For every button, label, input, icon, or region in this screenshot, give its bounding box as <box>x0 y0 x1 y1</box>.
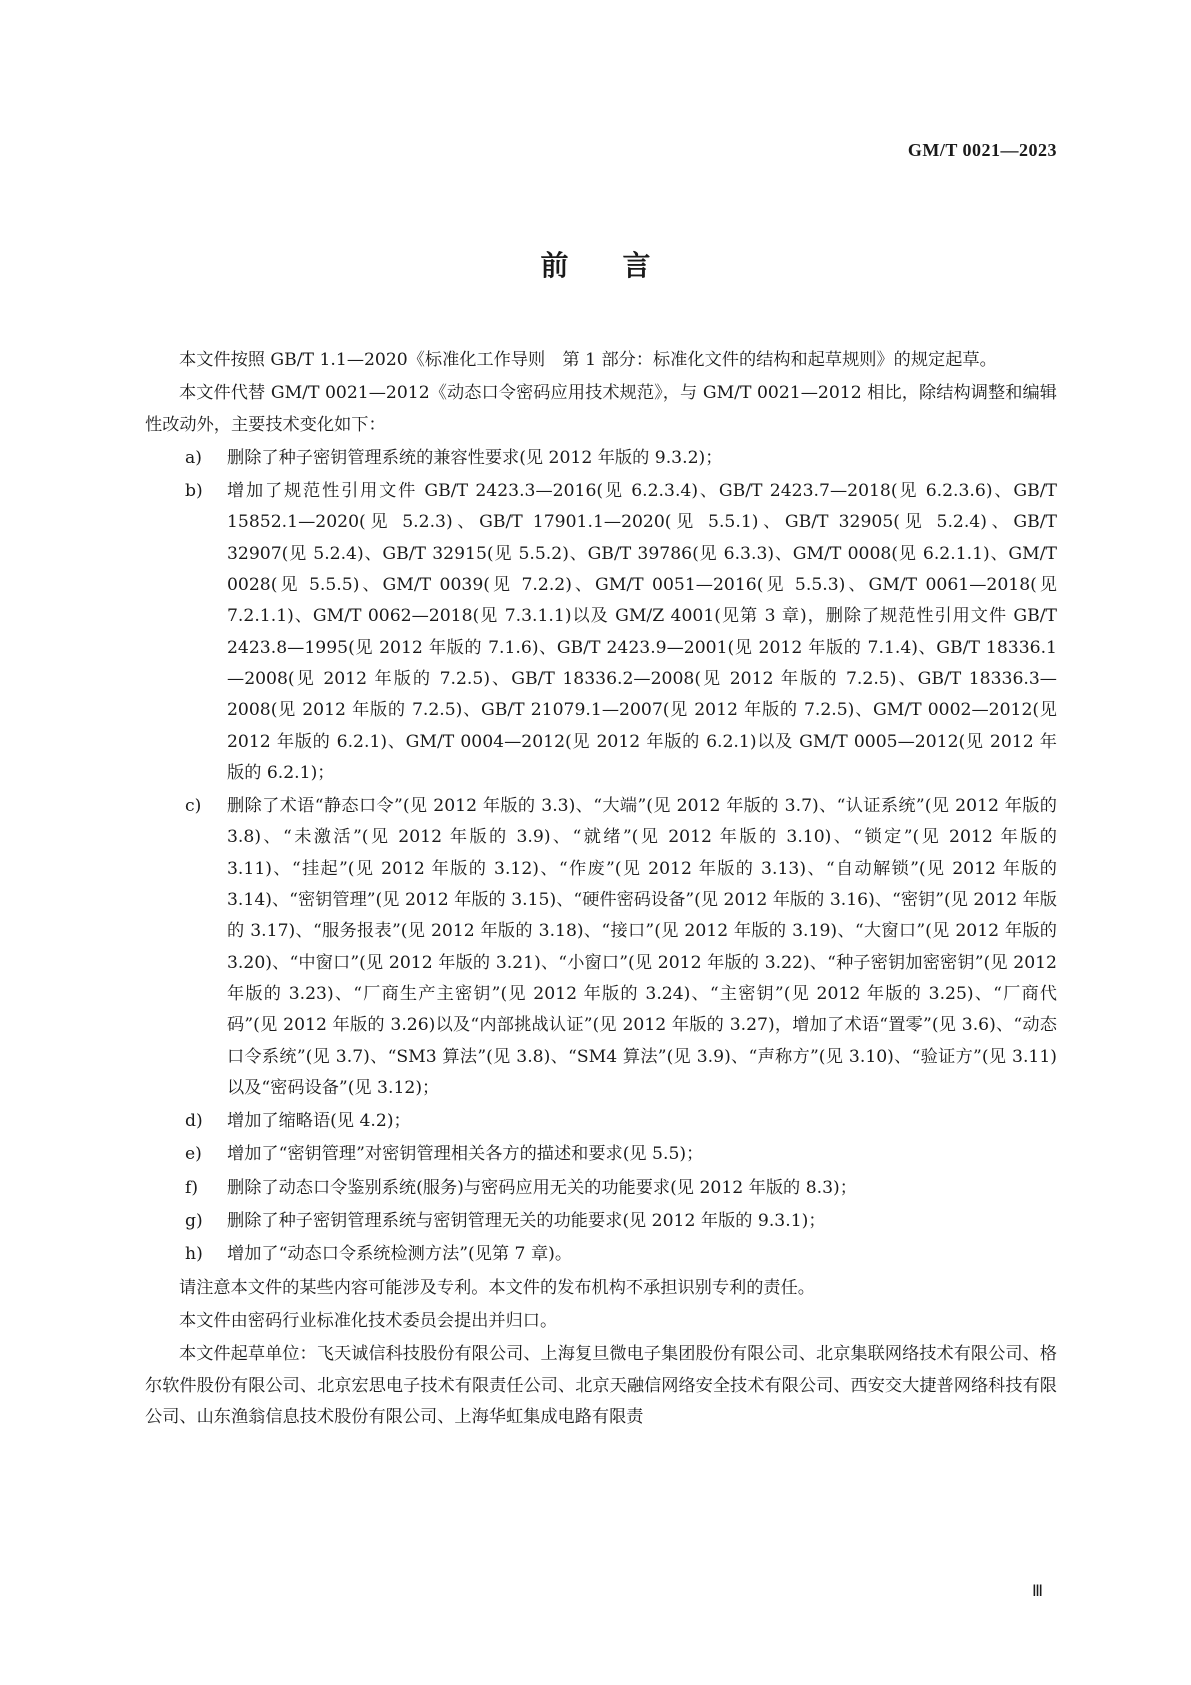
list-marker: b) <box>185 481 203 502</box>
list-item <box>145 1139 1057 1170</box>
list-item-text: 增加了“动态口令系统检测方法”(见第 7 章)。 <box>227 1244 573 1265</box>
changes-list <box>145 443 1057 1271</box>
list-item-text: 增加了“密钥管理”对密钥管理相关各方的描述和要求(见 5.5)； <box>227 1144 704 1165</box>
page-number: Ⅲ <box>1031 1583 1043 1600</box>
list-item <box>145 476 1057 789</box>
replacement-paragraph: 本文件代替 GM/T 0021—2012《动态口令密码应用技术规范》，与 GM/T 0021—2012 相比，除结构调整和编辑性改动外，主要技术变化如下： <box>145 383 1057 435</box>
list-item <box>145 791 1057 1104</box>
list-marker: a) <box>185 447 202 468</box>
standard-code: GM/T 0021—2023 <box>907 140 1057 160</box>
list-item <box>145 443 1057 474</box>
list-item <box>145 1206 1057 1237</box>
document-body <box>145 345 1057 1433</box>
list-marker: h) <box>185 1244 203 1265</box>
list-item-text: 删除了术语“静态口令”(见 2012 年版的 3.3)、“大端”(见 2012 年版的 3.7)、“认证系统”(见 2012 年版的 3.8)、“未激活”(见 2012 年版的 3.9)、“就绪”(见 2012 年版的 3.10)、“锁定”(见 2012 年版的 3.11)、“挂起”(见 2012 年版的 3.12)、“作废”(见 2012 年版的 3.13)、“自动解锁”(见 2012 年版的 3.14)、“密钥管理”(见 2012 年版的 3.15)、“硬件密码设备”(见 2012 年版的 3.16)、“密钥”(见 2012 年版的 3.17)、“服务报表”(见 2012 年版的 3.18)、“接口”(见 2012 年版的 3.19)、“大窗口”(见 2012 年版的 3.20)、“中窗口”(见 2012 年版的 3.21)、“小窗口”(见 2012 年版的 3.22)、“种子密钥加密密钥”(见 2012 年版的 3.23)、“厂商生产主密钥”(见 2012 年版的 3.24)、“主密钥”(见 2012 年版的 3.25)、“厂商代码”(见 2012 年版的 3.26)以及“内部挑战认证”(见 2012 年版的 3.27)，增加了术语“置零”(见 3.6)、“动态口令系统”(见 3.7)、“SM3 算法”(见 3.8)、“SM4 算法”(见 3.9)、“声称方”(见 3.10)、“验证方”(见 3.11)以及“密码设备”(见 3.12)； <box>227 796 1057 1098</box>
list-item <box>145 1106 1057 1137</box>
list-marker: d) <box>185 1111 203 1132</box>
intro-paragraph: 本文件按照 GB/T 1.1—2020《标准化工作导则 第 1 部分：标准化文件的结构和起草规则》的规定起草。 <box>179 350 997 370</box>
list-marker: f) <box>185 1177 199 1198</box>
list-item-text: 删除了种子密钥管理系统与密钥管理无关的功能要求(见 2012 年版的 9.3.1)； <box>227 1211 826 1232</box>
list-item <box>145 1173 1057 1204</box>
patent-notice: 请注意本文件的某些内容可能涉及专利。本文件的发布机构不承担识别专利的责任。 <box>179 1277 815 1298</box>
drafting-units-paragraph: 本文件起草单位：飞天诚信科技股份有限公司、上海复旦微电子集团股份有限公司、北京集联网络技术有限公司、格尔软件股份有限公司、北京宏思电子技术有限责任公司、北京天融信网络安全技术有限公司、西安交大捷普网络科技有限公司、山东渔翁信息技术股份有限公司、上海华虹集成电路有限责 <box>145 1344 1057 1427</box>
list-item-text: 增加了缩略语(见 4.2)； <box>227 1111 411 1132</box>
list-marker: c) <box>185 796 202 817</box>
list-item-text: 删除了种子密钥管理系统的兼容性要求(见 2012 年版的 9.3.2)； <box>227 447 723 468</box>
list-item <box>145 1239 1057 1270</box>
list-item-text: 增加了规范性引用文件 GB/T 2423.3—2016(见 6.2.3.4)、GB/T 2423.7—2018(见 6.2.3.6)、GB/T 15852.1—2020(见 5.2.3)、GB/T 17901.1—2020(见 5.5.1)、GB/T 32905(见 5.2.4)、GB/T 32907(见 5.2.4)、GB/T 32915(见 5.5.2)、GB/T 39786(见 6.3.3)、GM/T 0008(见 6.2.1.1)、GM/T 0028(见 5.5.5)、GM/T 0039(见 7.2.2)、GM/T 0051—2016(见 5.5.3)、GM/T 0061—2018(见 7.2.1.1)、GM/T 0062—2018(见 7.3.1.1)以及 GM/Z 4001(见第 3 章)，删除了规范性引用文件 GB/T 2423.8—1995(见 2012 年版的 7.1.6)、GB/T 2423.9—2001(见 2012 年版的 7.1.4)、GB/T 18336.1—2008(见 2012 年版的 7.2.5)、GB/T 18336.2—2008(见 2012 年版的 7.2.5)、GB/T 18336.3—2008(见 2012 年版的 7.2.5)、GB/T 21079.1—2007(见 2012 年版的 7.2.5)、GM/T 0002—2012(见 2012 年版的 6.2.1)、GM/T 0004—2012(见 2012 年版的 6.2.1)以及 GM/T 0005—2012(见 2012 年版的 6.2.1)； <box>227 481 1057 783</box>
list-marker: e) <box>185 1144 202 1165</box>
list-marker: g) <box>185 1211 203 1232</box>
proposer-paragraph: 本文件由密码行业标准化技术委员会提出并归口。 <box>179 1310 558 1331</box>
page-title: 前言 <box>540 249 705 282</box>
list-item-text: 删除了动态口令鉴别系统(服务)与密码应用无关的功能要求(见 2012 年版的 8.3)； <box>227 1177 857 1198</box>
